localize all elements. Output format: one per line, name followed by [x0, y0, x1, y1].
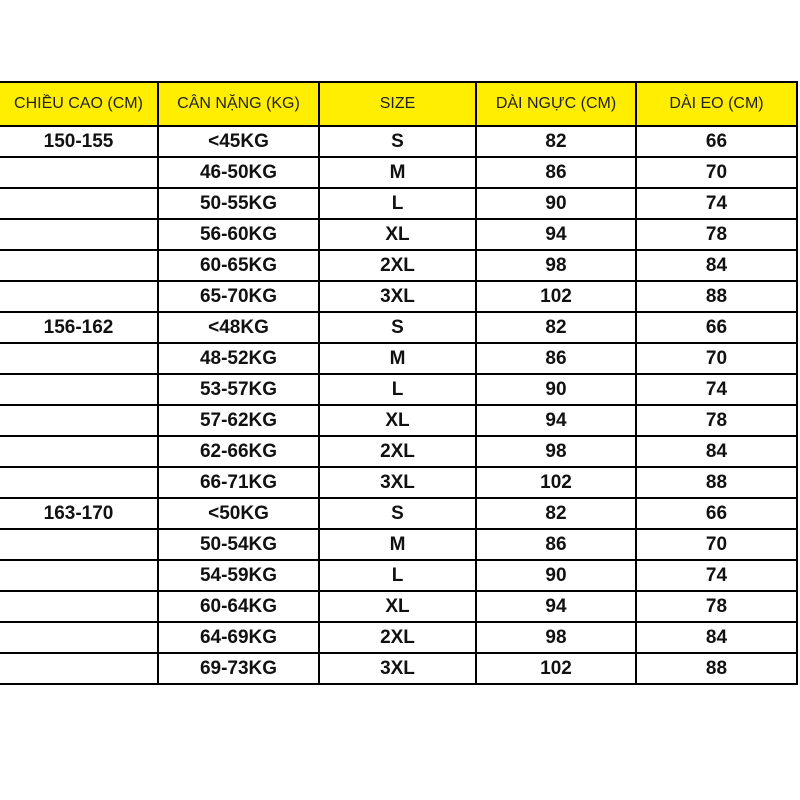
weight-cell: 56-60KG — [158, 219, 319, 250]
size-cell: S — [319, 126, 476, 157]
weight-cell: 64-69KG — [158, 622, 319, 653]
table-row — [0, 560, 797, 591]
weight-cell: <48KG — [158, 312, 319, 343]
weight-cell: 66-71KG — [158, 467, 319, 498]
chest-cell: 94 — [476, 219, 636, 250]
waist-cell: 88 — [636, 467, 797, 498]
waist-cell: 78 — [636, 219, 797, 250]
height-cell — [0, 281, 158, 312]
waist-cell: 84 — [636, 250, 797, 281]
size-cell: M — [319, 343, 476, 374]
header-row — [0, 82, 797, 126]
height-cell — [0, 157, 158, 188]
table-row — [0, 281, 797, 312]
header-size: SIZE — [319, 82, 476, 126]
waist-cell: 88 — [636, 653, 797, 684]
size-cell: 3XL — [319, 467, 476, 498]
header-waist: DÀI EO (CM) — [636, 82, 797, 126]
weight-cell: 69-73KG — [158, 653, 319, 684]
chest-cell: 102 — [476, 653, 636, 684]
height-cell — [0, 219, 158, 250]
chest-cell: 98 — [476, 250, 636, 281]
height-cell: 156-162 — [0, 312, 158, 343]
waist-cell: 70 — [636, 343, 797, 374]
waist-cell: 84 — [636, 436, 797, 467]
table-row — [0, 591, 797, 622]
size-cell: XL — [319, 219, 476, 250]
table-row — [0, 374, 797, 405]
chest-cell: 82 — [476, 498, 636, 529]
header-chest: DÀI NGỰC (CM) — [476, 82, 636, 126]
size-cell: M — [319, 529, 476, 560]
table-row — [0, 467, 797, 498]
table-row — [0, 405, 797, 436]
table-row — [0, 219, 797, 250]
height-cell — [0, 529, 158, 560]
table-row — [0, 436, 797, 467]
weight-cell: 54-59KG — [158, 560, 319, 591]
weight-cell: 50-54KG — [158, 529, 319, 560]
height-cell — [0, 343, 158, 374]
height-cell — [0, 188, 158, 219]
table-row — [0, 529, 797, 560]
size-cell: 3XL — [319, 653, 476, 684]
height-cell — [0, 405, 158, 436]
table-row — [0, 126, 797, 157]
header-height: CHIỀU CAO (CM) — [0, 82, 158, 126]
chest-cell: 102 — [476, 281, 636, 312]
height-cell — [0, 560, 158, 591]
chest-cell: 90 — [476, 188, 636, 219]
height-cell — [0, 622, 158, 653]
waist-cell: 84 — [636, 622, 797, 653]
size-chart-table — [0, 81, 798, 685]
waist-cell: 88 — [636, 281, 797, 312]
table-row — [0, 188, 797, 219]
size-cell: XL — [319, 591, 476, 622]
chest-cell: 82 — [476, 312, 636, 343]
header-weight: CÂN NẶNG (KG) — [158, 82, 319, 126]
table-row — [0, 653, 797, 684]
weight-cell: 60-64KG — [158, 591, 319, 622]
height-cell: 150-155 — [0, 126, 158, 157]
height-cell: 163-170 — [0, 498, 158, 529]
chest-cell: 94 — [476, 591, 636, 622]
chest-cell: 82 — [476, 126, 636, 157]
weight-cell: <50KG — [158, 498, 319, 529]
waist-cell: 66 — [636, 498, 797, 529]
chest-cell: 98 — [476, 622, 636, 653]
weight-cell: <45KG — [158, 126, 319, 157]
chest-cell: 86 — [476, 157, 636, 188]
table-row — [0, 312, 797, 343]
table-row — [0, 250, 797, 281]
waist-cell: 74 — [636, 374, 797, 405]
waist-cell: 70 — [636, 157, 797, 188]
size-cell: 2XL — [319, 622, 476, 653]
chest-cell: 98 — [476, 436, 636, 467]
size-cell: L — [319, 374, 476, 405]
chest-cell: 90 — [476, 374, 636, 405]
size-cell: L — [319, 188, 476, 219]
chest-cell: 94 — [476, 405, 636, 436]
weight-cell: 57-62KG — [158, 405, 319, 436]
weight-cell: 65-70KG — [158, 281, 319, 312]
weight-cell: 60-65KG — [158, 250, 319, 281]
waist-cell: 78 — [636, 591, 797, 622]
size-cell: 2XL — [319, 250, 476, 281]
size-cell: M — [319, 157, 476, 188]
table-row — [0, 622, 797, 653]
chest-cell: 86 — [476, 529, 636, 560]
weight-cell: 53-57KG — [158, 374, 319, 405]
size-cell: XL — [319, 405, 476, 436]
chest-cell: 90 — [476, 560, 636, 591]
waist-cell: 74 — [636, 560, 797, 591]
table-row — [0, 498, 797, 529]
weight-cell: 46-50KG — [158, 157, 319, 188]
chest-cell: 86 — [476, 343, 636, 374]
height-cell — [0, 250, 158, 281]
size-cell: S — [319, 498, 476, 529]
size-cell: L — [319, 560, 476, 591]
height-cell — [0, 436, 158, 467]
height-cell — [0, 653, 158, 684]
size-cell: 2XL — [319, 436, 476, 467]
waist-cell: 66 — [636, 126, 797, 157]
weight-cell: 48-52KG — [158, 343, 319, 374]
waist-cell: 66 — [636, 312, 797, 343]
weight-cell: 50-55KG — [158, 188, 319, 219]
size-cell: 3XL — [319, 281, 476, 312]
height-cell — [0, 374, 158, 405]
height-cell — [0, 591, 158, 622]
waist-cell: 78 — [636, 405, 797, 436]
chest-cell: 102 — [476, 467, 636, 498]
height-cell — [0, 467, 158, 498]
table-row — [0, 343, 797, 374]
waist-cell: 70 — [636, 529, 797, 560]
size-cell: S — [319, 312, 476, 343]
waist-cell: 74 — [636, 188, 797, 219]
table-row — [0, 157, 797, 188]
weight-cell: 62-66KG — [158, 436, 319, 467]
